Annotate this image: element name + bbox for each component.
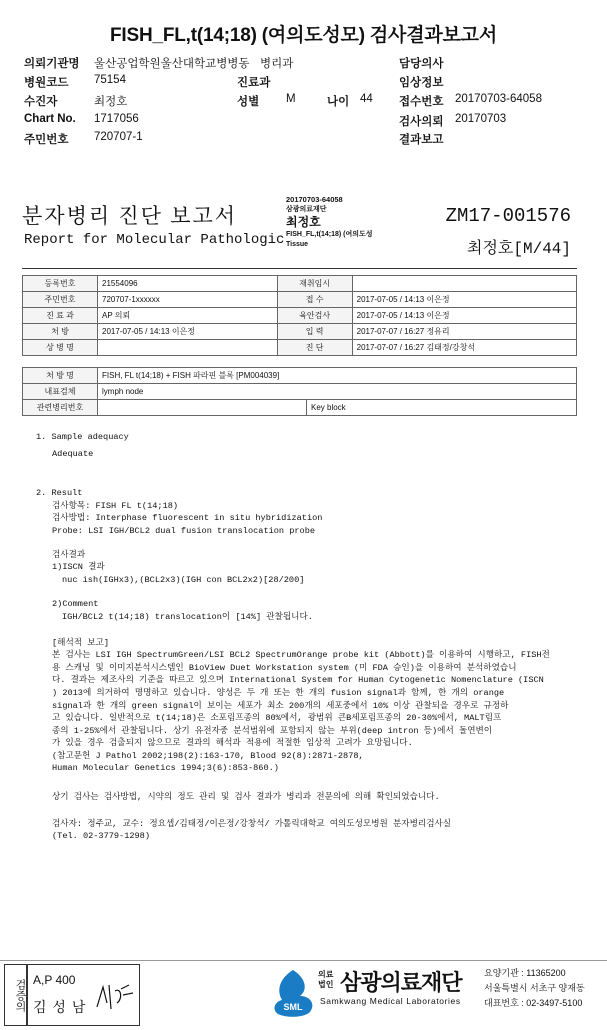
org-name: 삼광의료재단 — [340, 970, 462, 995]
resident-no: 720707-1 — [94, 131, 143, 143]
label-test: FISH_FL,t(14;18) (여의도성 — [286, 231, 373, 238]
verifier-stamp: 검증의 — [4, 964, 28, 1026]
patient-tag: 최정호[M/44] — [467, 240, 571, 258]
rx-table — [22, 367, 577, 416]
footer-divider — [0, 960, 607, 961]
sex-value: M — [286, 93, 296, 105]
confirmation-text: 상기 검사는 검사방법, 시약의 정도 관리 및 검사 결과가 병리과 전문의에 의해 확인되었습니다. — [52, 792, 440, 803]
specimen-label — [286, 195, 416, 250]
iscn-heading: 1)ISCN 결과 — [52, 562, 105, 573]
info-table — [22, 275, 577, 356]
table-row: 처 방 2017-07-05 / 14:13 이은정 입 력 2017-07-07 / 16:27 정유리 — [23, 324, 577, 340]
age-value: 44 — [360, 93, 373, 105]
divider — [22, 268, 577, 269]
signature — [95, 981, 135, 1013]
interpretation-text: 본 검사는 LSI IGH SpectrumGreen/LSI BCL2 SpectrumOrange probe kit (Abbott)를 이용하여 시행하고, FISH전 용 스캐닝 및 이미지분석시스템인 BioView Duet Workstation system (미 FDA 승인)을 이용하여 분석하였습니 다. 결과는 제조사의 기준을 따르고 있으며 International System for Human Cytogenetic Nomenclature (ISCN ) 2013에 의거하여 명명하고 있습니다. 양성은 두 개 또는 한 개의 fusion signal과 함께, 한 개의 orange signal과 한 개의 green signal이 보이는 세포가 최소 200개의 세포중에서 10% 이상 관찰되을 경우로 규정하 고 있습니다. 일반적으로 t(14;18)은 소포림프종의 80%에서, 광범위 큰B세포림프종의 20-30%에서, MALT림프 종의 1-25%에서 관찰됩니다. 상기 유전자중 분석범위에 포함되지 않는 부위(deep intron 등)에서 돌연변이 가 있을 경우 검출되지 않으므로 결과의 해석과 적용에 적절한 임상적 고려가 요망됩니다. (참고문헌 J Pathol 2002;198(2):163-170, Blood 92(8):2871-2878, Human Molecular Genetics 1994;3(6):853-860.) — [52, 650, 550, 774]
patient-name: 최정호 — [94, 96, 128, 108]
test-item-line: 검사항목: FISH FL t(14;18) — [52, 500, 179, 511]
examiner-text: 검사자: 정주교, 교수: 정요셉/김태정/이은정/강창석/ 가톨릭대학교 여의도성모병원 분자병리검사실 — [52, 818, 452, 829]
report-sheet — [18, 175, 603, 935]
logo-abbr: SML — [283, 1002, 303, 1012]
interpretation-heading: [해석적 보고] — [52, 637, 109, 648]
test-request: 20170703 — [455, 113, 507, 125]
request-org-label: 의뢰기관명 — [24, 58, 80, 70]
org-en: Samkwang Medical Laboratories — [320, 996, 461, 1006]
table-row: 처 방 명 FISH, FL t(14;18) + FISH 파라핀 블록 [PM004039] — [23, 368, 577, 384]
page-title: FISH_FL,t(14;18) (여의도성모) 검사결과보고서 — [110, 25, 497, 46]
doctor-label: 담당의사 — [399, 58, 444, 70]
sample-adequacy-value: Adequate — [52, 448, 94, 459]
report-title-ko: 분자병리 진단 보고서 — [22, 204, 238, 228]
clinic-label: 진료과 — [237, 77, 271, 89]
doc-code: A,P 400 — [33, 973, 76, 987]
org-phone: 대표번호 : 02-3497-5100 — [484, 998, 583, 1008]
chart-no-label: Chart No. — [24, 113, 76, 125]
footer — [0, 960, 607, 1030]
org-address: 서울특별시 서초구 양재동 — [484, 983, 585, 993]
label-specimen: Tissue — [286, 241, 309, 248]
result-subheading: 검사결과 — [52, 549, 86, 560]
table-row: 진 료 과 AP 의뢰 육안검사 2017-07-05 / 14:13 이은정 — [23, 308, 577, 324]
label-org: 삼광의료재단 — [286, 206, 327, 213]
test-request-label: 검사의뢰 — [399, 116, 444, 128]
comment-text: IGH/BCL2 t(14;18) translocation이 [14%] 관찰됩니다. — [62, 611, 313, 622]
label-receipt: 20170703-64058 — [286, 195, 343, 204]
age-label: 나이 — [327, 96, 350, 108]
receipt-no-label: 접수번호 — [399, 96, 444, 108]
table-row: 주민번호 720707-1xxxxxx 접 수 2017-07-05 / 14:13 이은정 — [23, 292, 577, 308]
corp-type: 의료 법인 — [318, 970, 334, 989]
result-heading: 2. Result — [36, 488, 83, 499]
result-report-label: 결과보고 — [399, 134, 444, 146]
test-method-line: 검사방법: Interphase fluorescent in situ hybridization — [52, 513, 323, 524]
report-id: ZM17-001576 — [445, 205, 571, 227]
resident-no-label: 주민번호 — [24, 134, 69, 146]
sample-adequacy-heading: 1. Sample adequacy — [36, 432, 129, 442]
table-row: 등록번호 21554096 재취임시 — [23, 276, 577, 292]
sex-label: 성별 — [237, 96, 260, 108]
chart-no: 1717056 — [94, 113, 139, 125]
verifier-name: 김 성 남 — [33, 999, 87, 1015]
care-no: 요양기관 : 11365200 — [484, 968, 566, 978]
probe-line: Probe: LSI IGH/BCL2 dual fusion translocation probe — [52, 525, 316, 536]
table-row: 내표검체 lymph node — [23, 384, 577, 400]
org-contact — [484, 966, 585, 1011]
receipt-no: 20170703-64058 — [455, 93, 542, 105]
request-dept: 병리과 — [260, 58, 294, 70]
table-row: 관련병리번호 Key block — [23, 400, 577, 416]
sml-logo-icon — [270, 968, 316, 1018]
report-title-en: Report for Molecular Pathologic — [24, 232, 285, 248]
lab-phone: (Tel. 02-3779-1298) — [52, 831, 150, 842]
verifier-box — [26, 964, 140, 1026]
table-row: 상 병 명 진 단 2017-07-07 / 16:27 김태정/강창석 — [23, 340, 577, 356]
hospital-code: 75154 — [94, 74, 126, 86]
label-name: 최정호 — [286, 215, 321, 229]
request-org: 울산공업학원울산대학교병병동 — [94, 58, 250, 70]
clinical-info-label: 임상정보 — [399, 77, 444, 89]
report-body — [36, 431, 596, 843]
hospital-code-label: 병원코드 — [24, 77, 69, 89]
comment-heading: 2)Comment — [52, 599, 99, 610]
patient-label: 수진자 — [24, 96, 58, 108]
iscn-result: nuc ish(IGHx3),(BCL2x3)(IGH con BCL2x2)[28/200] — [62, 574, 305, 585]
